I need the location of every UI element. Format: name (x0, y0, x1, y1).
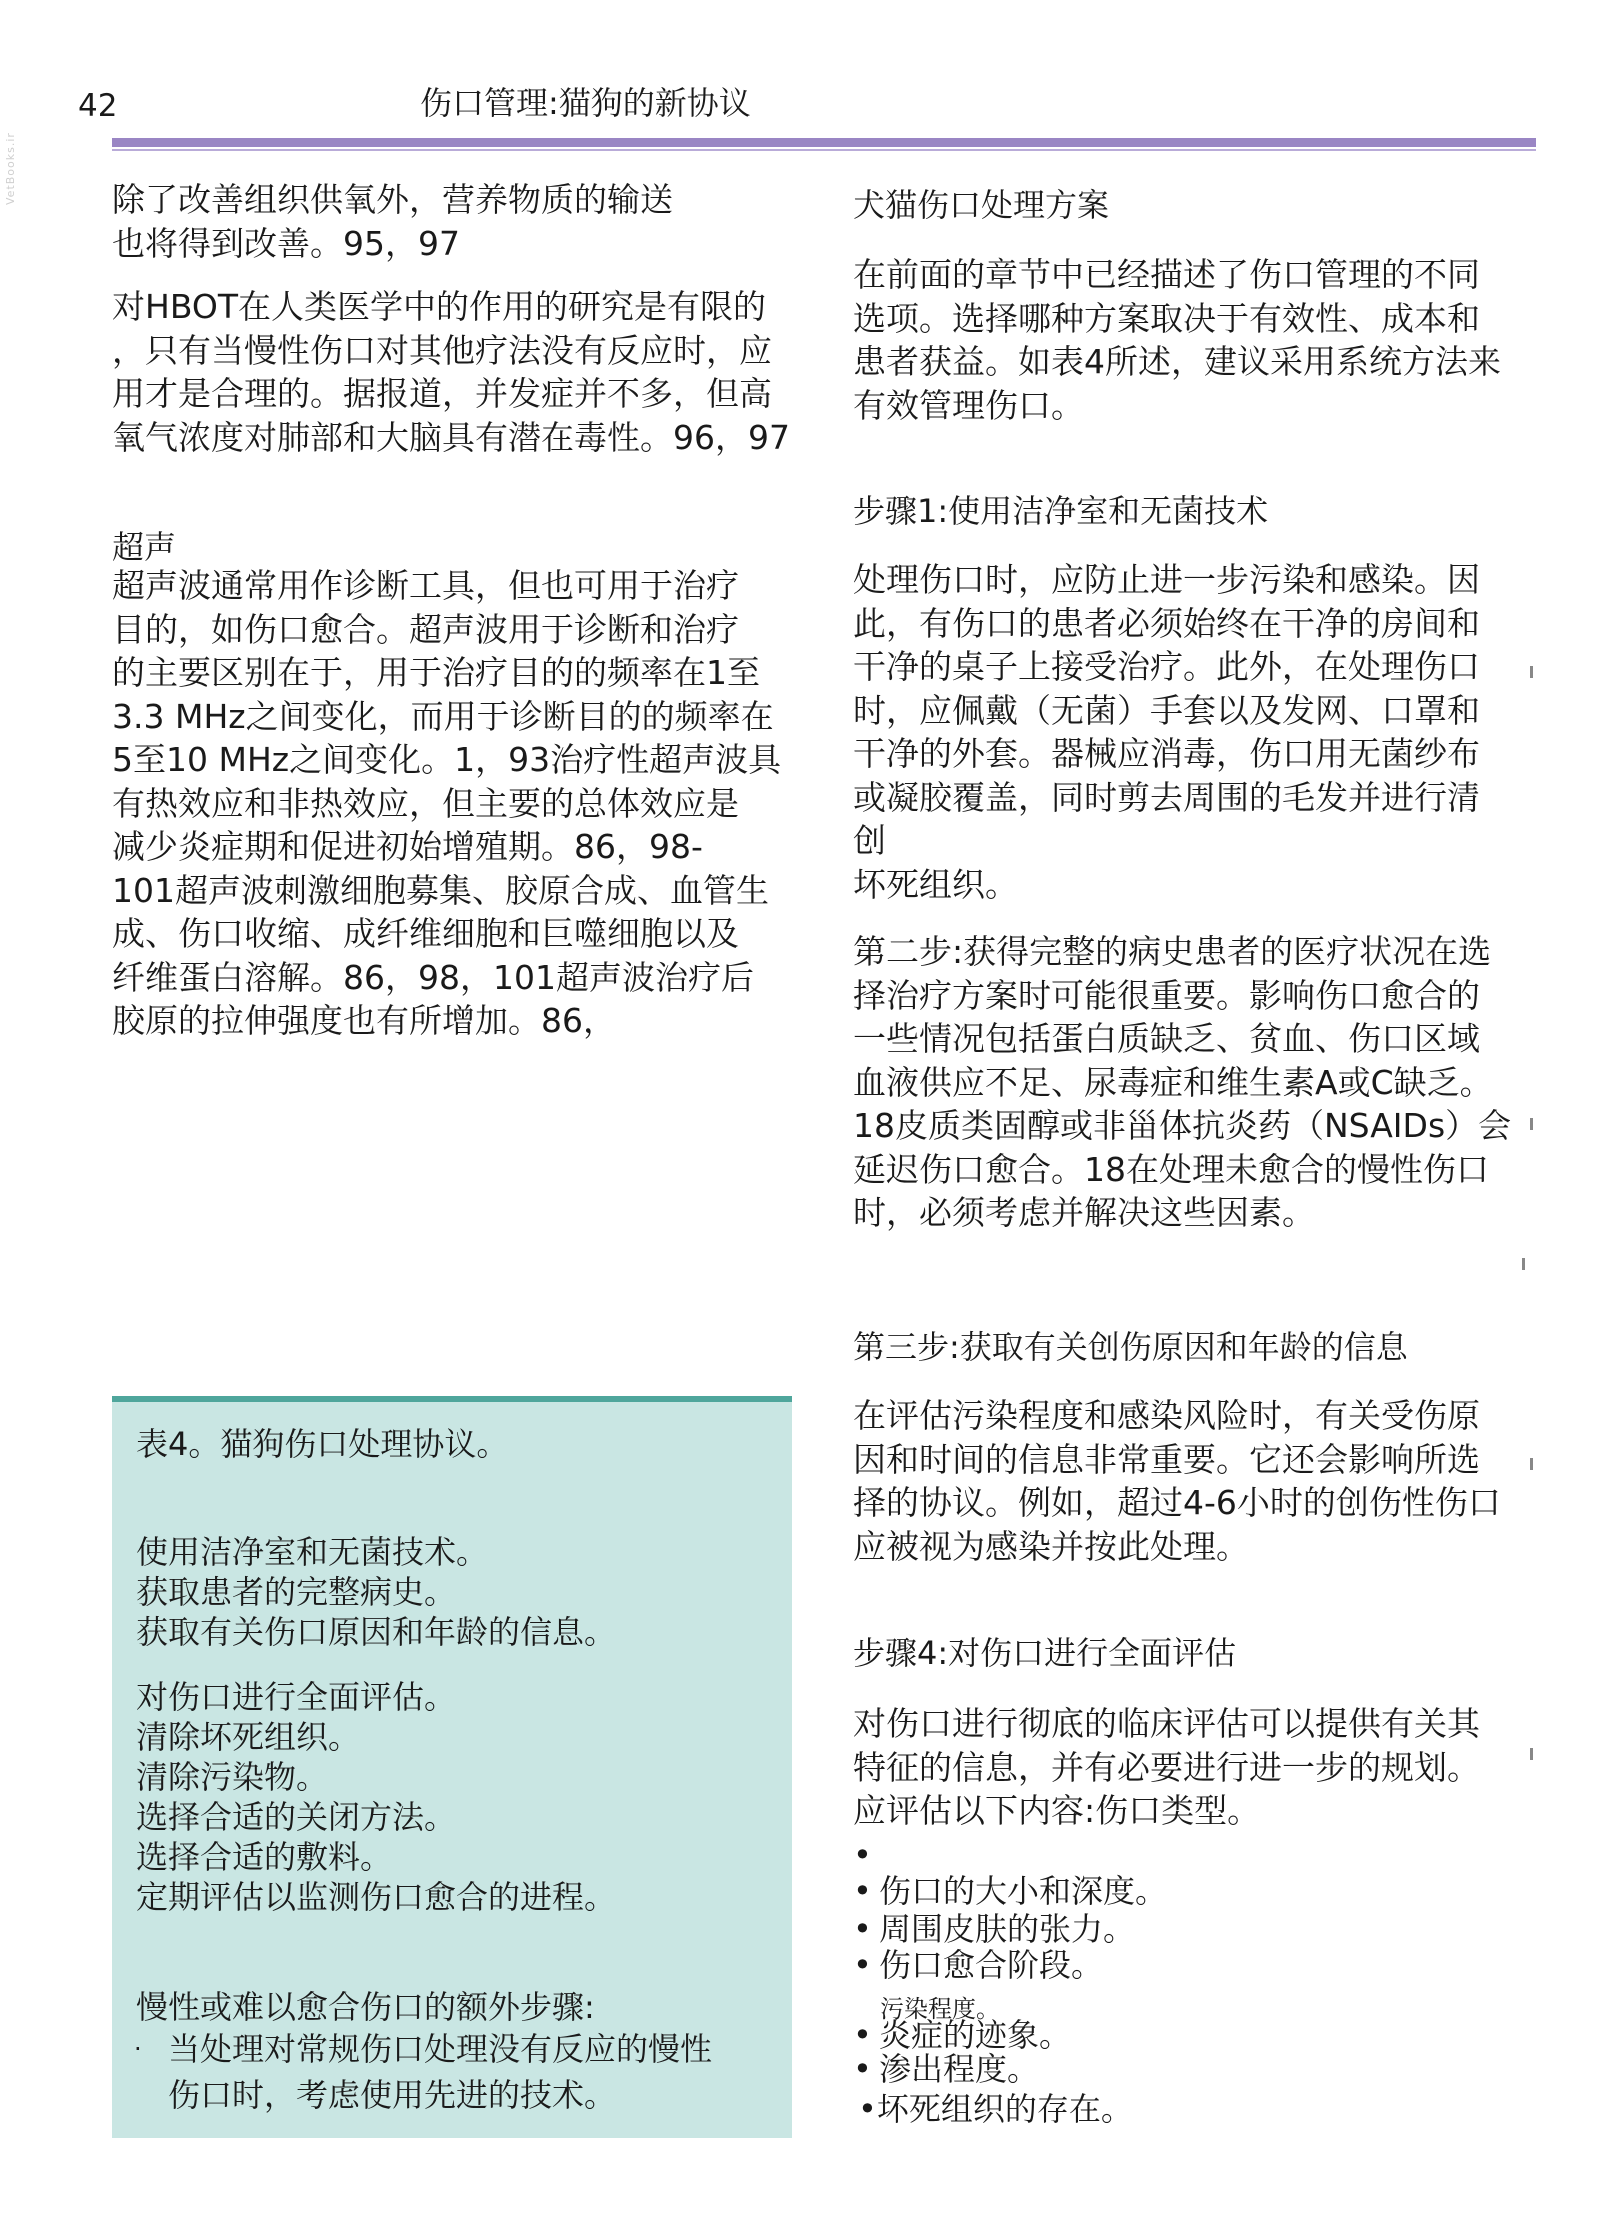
bullet-icon: · (134, 2035, 142, 2063)
intro-para: 在前面的章节中已经描述了伤口管理的不同 选项。选择哪种方案取决于有效性、成本和 患者获益。如表4所述，建议采用系统方法来 有效管理伤口。 (853, 255, 1501, 425)
bullet-icon: • (853, 2050, 872, 2088)
header-rule (112, 138, 1536, 147)
step1-heading: 步骤1:使用洁净室和无菌技术 (853, 492, 1269, 530)
list-item: •坏死组织的存在。 (858, 2090, 1133, 2128)
scan-speck (1522, 1258, 1525, 1270)
step2-body: 第二步:获得完整的病史患者的医疗状况在选 择治疗方案时可能很重要。影响伤口愈合的 一些情况包括蛋白质缺乏、贫血、伤口区域 血液供应不足、尿毒症和维生素A或C缺乏。 18皮质类固醇或非甾体抗炎药（NSAIDs）会 延迟伤口愈合。18在处理未愈合的慢性伤口 时，必须考虑并解决这些因素。 (853, 932, 1512, 1232)
list-item: • 周围皮肤的张力。 (853, 1910, 1136, 1948)
bullet-icon: • (853, 2016, 872, 2054)
bullet-icon: • (853, 1872, 872, 1910)
watermark: VetBooks.ir (4, 132, 17, 205)
table-title: 表4。猫狗伤口处理协议。 (136, 1425, 509, 1463)
bullet-icon: • (853, 1910, 872, 1948)
step4-body: 对伤口进行彻底的临床评估可以提供有关其 特征的信息，并有必要进行进一步的规划。 应评估以下内容:伤口类型。 (853, 1704, 1480, 1830)
table-4-box (112, 1396, 792, 2138)
step3-heading: 第三步:获取有关创伤原因和年龄的信息 (853, 1328, 1408, 1366)
scan-speck (1530, 666, 1533, 678)
table-item: 选择合适的敷料。 (136, 1838, 393, 1876)
list-item: • 伤口愈合阶段。 (853, 1946, 1104, 1984)
bullet-icon: • (858, 2090, 877, 2128)
table-item: 选择合适的关闭方法。 (136, 1798, 457, 1836)
table-item: 获取有关伤口原因和年龄的信息。 (136, 1613, 617, 1651)
left-para-2: 对HBOT在人类医学中的作用的研究是有限的 ，只有当慢性伤口对其他疗法没有反应时，应 用才是合理的。据报道，并发症并不多，但高 氧气浓度对肺部和大脑具有潜在毒性。96，97 (112, 287, 790, 457)
table-extra-heading: 慢性或难以愈合伤口的额外步骤: (136, 1988, 595, 2026)
header-rule-thin (112, 149, 1536, 151)
section-title: 犬猫伤口处理方案 (853, 186, 1110, 224)
step1-body: 处理伤口时，应防止进一步污染和感染。因 此，有伤口的患者必须始终在干净的房间和 干净的桌子上接受治疗。此外，在处理伤口 时，应佩戴（无菌）手套以及发网、口罩和 干净的外套。器械应消毒，伤口用无菌纱布 或凝胶覆盖，同时剪去周围的毛发并进行清 创 坏死组织。 (853, 560, 1480, 904)
scan-speck (1530, 1118, 1533, 1130)
page-number: 42 (78, 88, 118, 124)
list-item-empty (853, 1836, 879, 1874)
ultrasound-body: 超声波通常用作诊断工具，但也可用于治疗 目的，如伤口愈合。超声波用于诊断和治疗 的主要区别在于，用于治疗目的的频率在1至 3.3 MHz之间变化，而用于诊断目的的频率在 5至10 MHz之间变化。1，93治疗性超声波具 有热效应和非热效应，但主要的总体效应是 减少炎症期和促进初始增殖期。86，98- 101超声波刺激细胞募集、胶原合成、血管生 成、伤口收缩、成纤维细胞和巨噬细胞以及 纤维蛋白溶解。86，98，101超声波治疗后 胶原的拉伸强度也有所增加。86， (112, 566, 782, 1040)
table-item: 使用洁净室和无菌技术。 (136, 1533, 489, 1571)
scan-speck (1530, 1748, 1533, 1760)
list-item: • 渗出程度。 (853, 2050, 1040, 2088)
scan-speck (1530, 1458, 1533, 1470)
list-item: • 炎症的迹象。 (853, 2016, 1072, 2054)
table-item: 对伤口进行全面评估。 (136, 1678, 457, 1716)
left-para-1: 除了改善组织供氧外，营养物质的输送 也将得到改善。95，97 (112, 180, 673, 263)
ultrasound-heading: 超声 (112, 528, 177, 566)
bullet-icon: • (853, 1946, 872, 1984)
table-item: 清除坏死组织。 (136, 1718, 361, 1756)
table-extra-bullet (134, 2026, 712, 2118)
bullet-icon: • (853, 1836, 872, 1874)
table-item: 清除污染物。 (136, 1758, 329, 1796)
table-item: 获取患者的完整病史。 (136, 1573, 457, 1611)
table-extra-text: 当处理对常规伤口处理没有反应的慢性 伤口时，考虑使用先进的技术。 (168, 2030, 713, 2114)
list-item: 污染程度。 (880, 1995, 1000, 2023)
list-item: • 伤口的大小和深度。 (853, 1872, 1168, 1910)
table-item: 定期评估以监测伤口愈合的进程。 (136, 1878, 617, 1916)
running-title: 伤口管理:猫狗的新协议 (420, 84, 751, 122)
step4-heading: 步骤4:对伤口进行全面评估 (853, 1634, 1237, 1672)
step3-body: 在评估污染程度和感染风险时，有关受伤原 因和时间的信息非常重要。它还会影响所选 择的协议。例如，超过4-6小时的创伤性伤口 应被视为感染并按此处理。 (853, 1396, 1501, 1566)
